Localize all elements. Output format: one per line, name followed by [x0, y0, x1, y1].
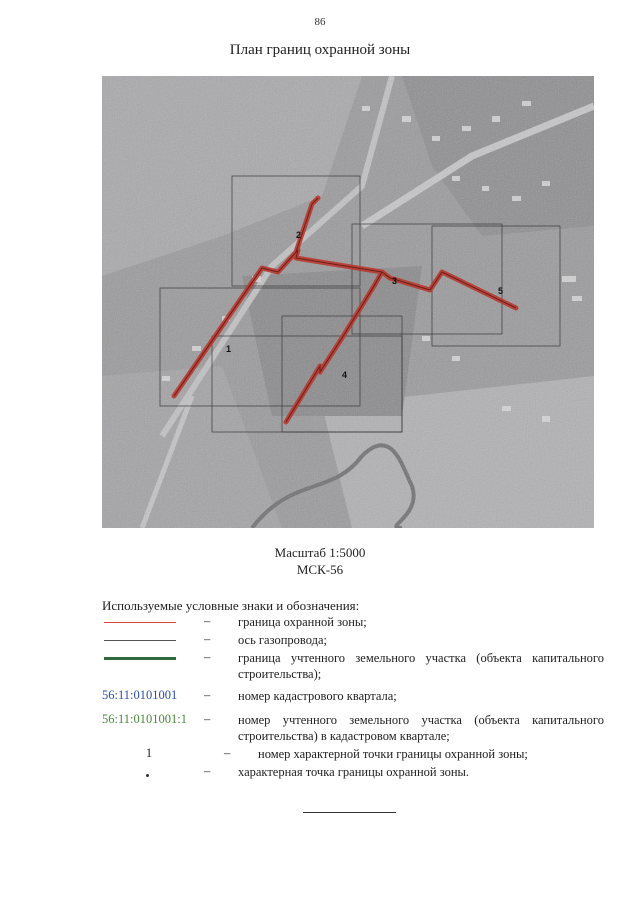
point-label-3: 3 [392, 276, 398, 286]
point-number-symbol: 1 [145, 746, 153, 760]
point-label-4: 4 [342, 370, 348, 380]
legend-text: номер характерной точки границы охранной зоны; [258, 747, 528, 761]
legend-row-characteristic-point [102, 764, 604, 780]
cadastral-quarter-code: 56:11:0101001 [102, 688, 178, 702]
crs-text: МСК-56 [296, 562, 344, 577]
legend-dash: – [204, 614, 211, 628]
legend-text: номер учтенного земельного участка (объекта капитального строительства) в кадастровом квартале; [238, 713, 604, 743]
legend-text: граница охранной зоны; [238, 615, 367, 629]
point-label-2: 2 [296, 230, 302, 240]
legend-text: граница учтенного земельного участка (объекта капитального строительства); [238, 651, 604, 681]
legend-row-pipeline-axis [102, 632, 604, 648]
point-label-5: 5 [498, 286, 504, 296]
gray-line-symbol [104, 640, 176, 641]
legend-dash: – [204, 650, 211, 664]
page-title: План границ охранной зоны [229, 42, 411, 58]
legend-dash: – [204, 632, 211, 646]
legend-dash: – [204, 712, 211, 726]
scale-block [0, 544, 640, 578]
point-dot-symbol [146, 774, 149, 777]
scale-text: Масштаб 1:5000 [274, 545, 366, 560]
legend [102, 614, 604, 782]
land-plot-code: 56:11:0101001:1 [102, 712, 187, 726]
red-line-symbol [104, 622, 176, 623]
footer-divider [303, 812, 396, 813]
legend-dash: – [224, 746, 231, 760]
legend-dash: – [204, 764, 211, 778]
green-line-symbol [104, 657, 176, 660]
aerial-map [102, 76, 594, 528]
page-number: 86 [314, 16, 326, 28]
legend-text: характерная точка границы охранной зоны. [238, 765, 470, 779]
legend-row-land-plot [102, 650, 604, 682]
legend-text: номер кадастрового квартала; [238, 689, 397, 703]
legend-row-point-number [102, 746, 604, 762]
point-label-1: 1 [226, 344, 232, 354]
legend-row-plot-number [102, 712, 604, 744]
legend-heading: Используемые условные знаки и обозначения: [102, 598, 360, 613]
legend-row-cadastral-quarter [102, 688, 604, 704]
legend-row-zone-boundary [102, 614, 604, 630]
legend-text: ось газопровода; [238, 633, 328, 647]
legend-dash: – [204, 688, 211, 702]
